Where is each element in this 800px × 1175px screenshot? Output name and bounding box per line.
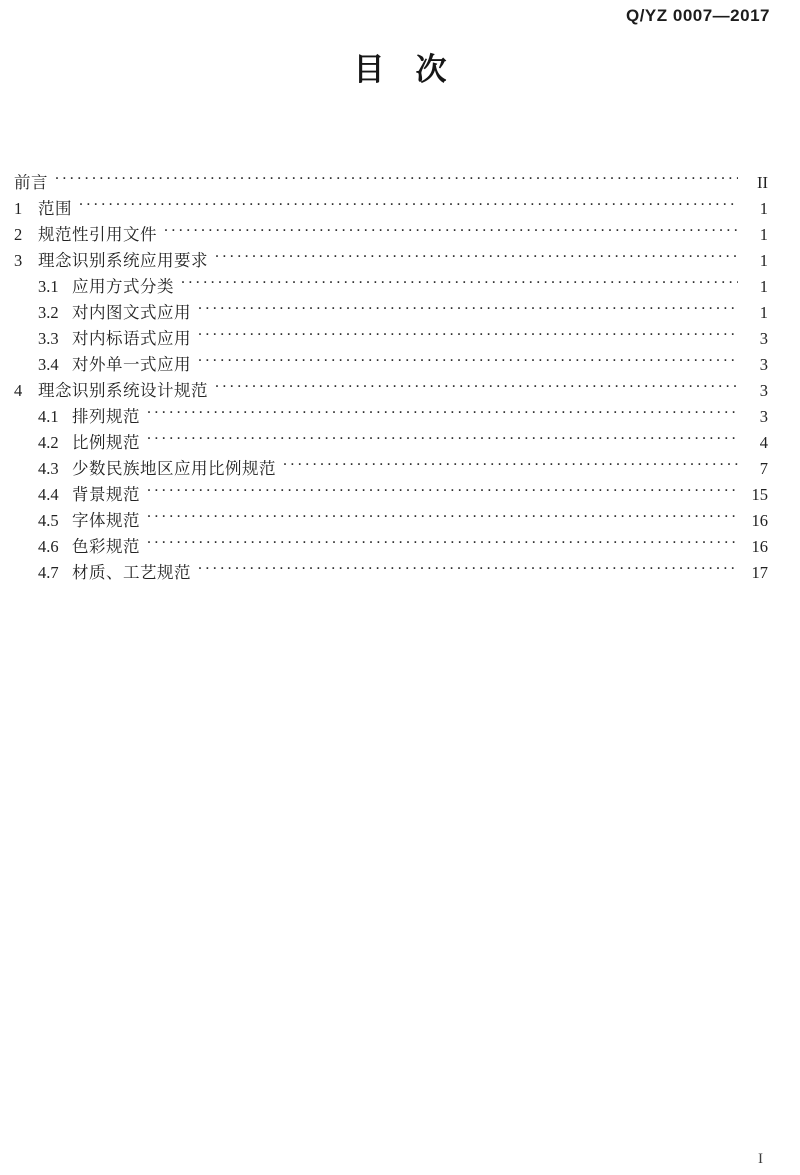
toc-entry-page: 7 [759,459,768,478]
toc-entry-number: 3.2 [38,303,59,322]
toc-entry-number: 4.1 [38,407,59,426]
toc-entry-number: 3.1 [38,277,59,296]
toc-entry-label: 理念识别系统设计规范 [38,381,208,400]
toc-entry-page: 3 [759,381,768,400]
toc-leader-dots [215,370,738,396]
toc-entry-page: 17 [751,563,768,582]
toc-leader-dots [198,344,738,370]
toc-entry-page: 3 [759,329,768,348]
toc-entry-number: 4.6 [38,537,59,556]
toc-entry-page: 3 [759,355,768,374]
toc-entry-label: 范围 [38,199,72,218]
toc-entry-page: 15 [751,485,768,504]
toc-leader-dots [198,318,738,344]
toc-entry-label: 少数民族地区应用比例规范 [72,459,276,478]
toc-entry-number: 4.7 [38,563,59,582]
toc-entry-number: 1 [14,199,23,218]
toc-leader-dots [147,526,738,552]
toc-leader-dots [215,240,738,266]
toc-entry-label: 前言 [14,173,48,192]
toc-entry-label: 对内图文式应用 [72,303,191,322]
toc-entry-label: 对外单一式应用 [72,355,191,374]
toc-entry-number: 4.2 [38,433,59,452]
toc-leader-dots [198,292,738,318]
toc-entry-page: 1 [759,199,768,218]
toc-leader-dots [181,266,738,292]
page-footer [758,1151,763,1168]
toc-entry-label: 色彩规范 [72,537,140,556]
toc-entry-label: 应用方式分类 [72,277,174,296]
toc-leader-dots [164,214,738,240]
toc-leader-dots [147,422,738,448]
toc-entry-label: 规范性引用文件 [38,225,157,244]
toc-entry[interactable] [14,162,768,192]
toc-entry-page: 16 [751,511,768,530]
toc-leader-dots [198,552,738,578]
footer-page-number: I [758,1151,763,1167]
toc-entry-number: 4.4 [38,485,59,504]
toc-entry-page: II [757,173,768,192]
toc-entry[interactable] [14,188,768,218]
toc-entry-number: 4.5 [38,511,59,530]
toc-list [14,162,768,582]
toc-leader-dots [147,474,738,500]
document-header [626,6,770,26]
toc-leader-dots [79,188,738,214]
toc-entry-number: 4 [14,381,23,400]
toc-entry-number: 2 [14,225,23,244]
toc-entry-page: 1 [759,225,768,244]
toc-entry-label: 材质、工艺规范 [72,563,191,582]
doc-number: Q/YZ 0007—2017 [625,6,770,25]
toc-leader-dots [147,396,738,422]
toc-entry-label: 理念识别系统应用要求 [38,251,208,270]
toc-entry-page: 1 [759,303,768,322]
toc-leader-dots [283,448,738,474]
toc-entry-number: 3.3 [38,329,59,348]
toc-entry-page: 1 [759,251,768,270]
toc-entry-number: 3.4 [38,355,59,374]
toc-leader-dots [147,500,738,526]
toc-entry-number: 4.3 [38,459,59,478]
toc-entry-label: 字体规范 [72,511,140,530]
toc-entry[interactable] [14,214,768,244]
toc-entry-page: 1 [759,277,768,296]
toc-entry-label: 对内标语式应用 [72,329,191,348]
toc-entry-page: 16 [751,537,768,556]
toc-entry-label: 排列规范 [72,407,140,426]
toc-entry-label: 背景规范 [72,485,140,504]
toc-leader-dots [55,162,738,188]
toc-entry-page: 4 [759,433,768,452]
page-title: 目 次 [353,52,447,88]
toc-entry-label: 比例规范 [72,433,140,452]
toc-entry-page: 3 [759,407,768,426]
toc-entry-number: 3 [14,251,23,270]
